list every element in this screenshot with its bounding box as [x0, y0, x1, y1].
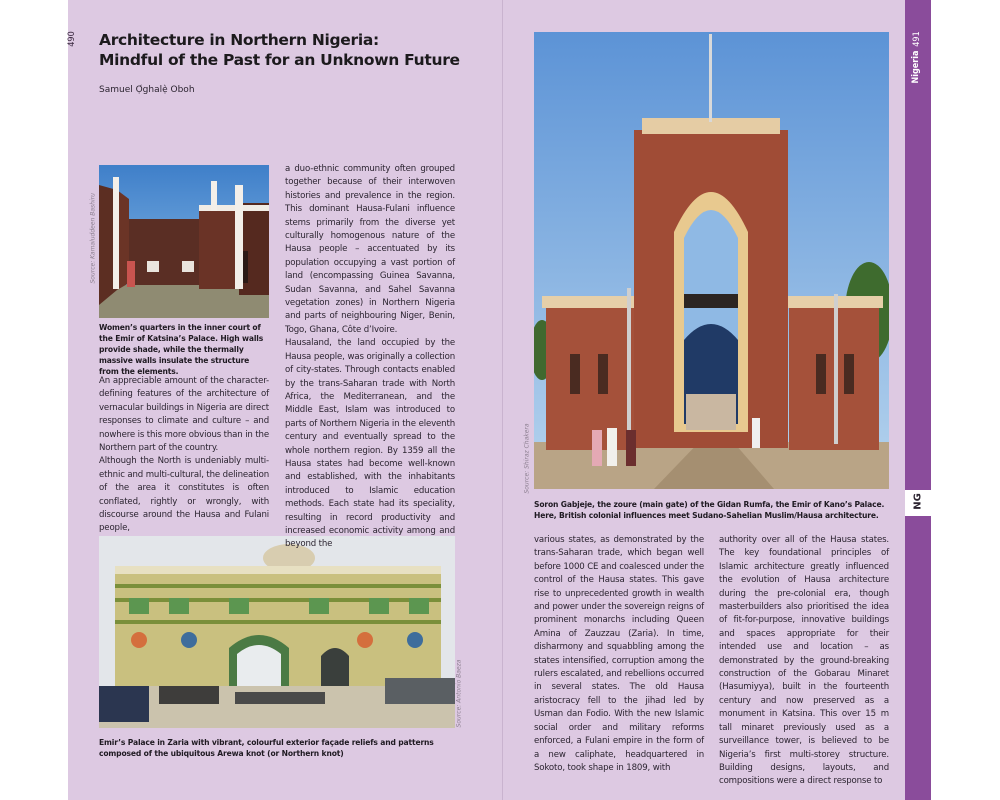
text-column-4 — [719, 534, 889, 789]
page-number-left: 490 — [67, 31, 77, 47]
courtyard-photo — [99, 165, 269, 318]
courtyard-caption: Women’s quarters in the inner court of the Emir of Katsina’s Palace. High walls provide shade, while the thermally massive walls insulate the structure from the elements. — [99, 323, 264, 376]
paragraph: various states, as demonstrated by the trans-Saharan trade, which began well before 1000 CE and coalesced under the control of the Hausa states. This gave rise to unprecedented growth in wealth and power under the sovereign reigns of prominent monarchs including Queen Amina of Zauzzau (Zaria). In time, disharmony and squabbling among the states intensified, corruption among the rulers escalated, and rebellions occurred in several states. The old Hausa aristocracy fell to the jihad led by Usman dan Fodio. With the new Islamic social order and military reforms enforced, a Fulani empire in the form of a new caliphate, headquartered in Sokoto, took shape in 1809, with — [534, 535, 704, 773]
title-line-1: Architecture in Northern Nigeria: — [99, 31, 379, 49]
text-column-1 — [99, 375, 269, 536]
kano-gate-caption: Soron Gabjeje, the zoure (main gate) of the Gidan Rumfa, the Emir of Kano’s Palace. Here, British colonial influences meet Sudano-Sahelian Muslim/Hausa architecture. — [534, 500, 885, 520]
article-title — [99, 30, 479, 70]
author-byline: Samuel Ọ́ghalẹ̀ Oboh — [99, 85, 195, 95]
paragraph: Hausaland, the land occupied by the Hausa people, was originally a collection of city-states. Through contacts enabled by the trans-Saharan trade with North Africa, the Mediterranean, and the Middle East, Islam was introduced to parts of Northern Nigeria in the eleventh century and eventually spread to the whole northern region. By 1359 all the Hausa states had become well-known and established, with the inhabitants introduced to Islamic education methods. Each state had its speciality, resulting in record productivity and increased economic activity among and beyond the — [285, 338, 455, 550]
paragraph: Although the North is undeniably multi-ethnic and multi-cultural, the delineation of the area it constitutes is often conflated, rightly or wrongly, with discourse around the Hausa and Fulani people, — [99, 456, 269, 534]
courtyard-photo-credit: Source: Kamaluddeen Bashiru — [89, 193, 97, 284]
kano-gate-photo-credit: Source: Shiraz Chakera — [523, 423, 531, 494]
paragraph: a duo-ethnic community often grouped together because of their interwoven histories and prevalence in the region. This dominant Hausa-Fulani influence stems primarily from the diverse yet culturally homogenous nature of the Hausa people – accentuated by its population occupying a vast portion of land (encompassing Guinea Savanna, Sudan Savanna, and Sahel Savanna vegetation zones) in Northern Nigeria and parts of neighbouring Niger, Benin, Togo, Ghana, Côte d’Ivoire. — [285, 164, 455, 335]
paragraph: An appreciable amount of the character-defining features of the architecture of vernacular buildings in Nigeria are direct responses to climate and culture – and nowhere is this more obvious than in the Northern part of the country. — [99, 376, 269, 454]
page-number-right: 491 — [912, 31, 922, 47]
text-column-2 — [285, 163, 455, 552]
section-label: Nigeria — [911, 50, 921, 84]
country-code: NG — [912, 493, 924, 510]
text-column-3 — [534, 534, 704, 775]
zaria-palace-caption: Emir’s Palace in Zaria with vibrant, colourful exterior façade reliefs and patterns composed of the ubiquitous Arewa knot (or Northern knot) — [99, 738, 434, 758]
paragraph: authority over all of the Hausa states. The key foundational principles of Islamic architecture greatly influenced the evolution of Hausa architecture during the pre-colonial era, though masterbuilders also prioritised the idea of fit-for-purpose, innovative buildings and spaces appropriate for their intended use and location – as demonstrated by the ground-breaking construction of the Gobarau Minaret (Hasumiyya), built in the fourteenth century and now preserved as a monument in Katsina. This over 15 m tall minaret previously used as a surveillance tower, is believed to be Nigeria’s first multi-storey structure. Building designs, layouts, and compositions were a direct response to — [719, 535, 889, 787]
title-line-2: Mindful of the Past for an Unknown Future — [99, 51, 460, 69]
page-gutter — [502, 0, 503, 800]
kano-gate-photo — [534, 32, 889, 489]
zaria-palace-photo — [99, 536, 455, 728]
zaria-palace-photo-credit: Source: Antonio Baeza — [455, 659, 463, 728]
section-tab — [905, 0, 931, 800]
